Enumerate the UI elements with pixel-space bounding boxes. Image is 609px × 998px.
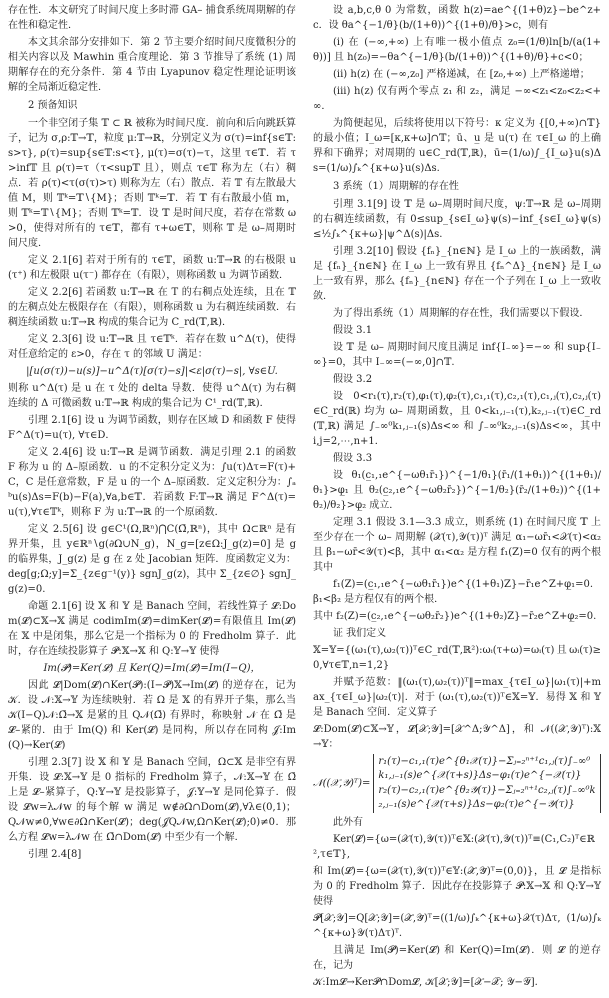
- definition-2-3-equation: |[u(σ(τ))−u(s)]−u^Δ(τ)[σ(τ)−s]|<ε|σ(τ)−s|, ∀s∈U.: [26, 366, 278, 377]
- assumption-3-2-title: 假设 3.2: [333, 374, 373, 385]
- operator-N-definition: [313, 754, 601, 813]
- notation-paragraph: 为简便起见，后续将使用以下符号：κ 定义为 {[0,+∞)∩𝕋} 的最小值；I_ω=[κ,κ+ω]∩𝕋；ū、u̲ 是 u(τ) 在 τ∈I_ω 的上确界和下确界；对周期的 u∈C_rd(𝕋,ℝ)，ū=(1/ω)∫_{I_ω}u(s)Δs=(1/ω)∫ₖ^{κ+ω}u(s)Δs.: [313, 118, 601, 174]
- lemma-3-2: 引理 3.2[10] 假设 {fₙ}_{n∈ℕ} 是 I_ω 上的一族函数，满足 {fₙ}_{n∈ℕ} 在 I_ω 上一致有界且 {fₙ^Δ}_{n∈ℕ} 是 I_ω 上一致有界，那么 {fₙ}_{n∈ℕ} 存在一个子列在 I_ω 上一致收敛．: [313, 246, 601, 302]
- operator-L-definition: 𝓛:Dom(𝓛)⊂𝕏→𝕐，𝓛[𝒳;𝒴]=[𝒳^Δ;𝒴^Δ]，和 𝒩((𝒳,𝒴)ᵀ):𝕏→𝕐：: [313, 724, 601, 750]
- definition-2-1: 定义 2.1[6] 若对于所有的 τ∈𝕋，函数 u:𝕋→ℝ 的右极限 u(τ⁺) 和左极限 u(τ⁻) 都存在（有限），则称函数 u 为调节函数．: [8, 255, 296, 281]
- proof-start: 证 我们定义: [333, 628, 387, 639]
- timescale-paragraph: 一个非空闭子集 𝕋 ⊂ ℝ 被称为时间尺度．前向和后向跳跃算子，记为 σ,ρ:𝕋→𝕋，粒度 μ:𝕋→ℝ，分别定义为 σ(τ)=inf{s∈𝕋:s>τ}, ρ(τ)=sup{s∈𝕋:s<τ}, μ(τ)=σ(τ)−τ，这里 τ∈𝕋．若 τ>inf𝕋 且 ρ(τ)=τ（τ<sup𝕋 且），则点 τ∈𝕋 称为左（右）稠点．若 ρ(τ)<τ(σ(τ)>τ) 则称为左（右）散点．若 𝕋 有左散最大值 M，则 𝕋ᵏ=𝕋∖{M}；否则 𝕋ᵏ=𝕋．若 𝕋 有右散最小值 m，则 𝕋ᵏ=𝕋∖{M}；否则 𝕋ᵏ=𝕋．设 𝕋 是时间尺度，若存在常数 ω>0，使得对所有的 τ∈𝕋，都有 τ+ω∈𝕋，则称 𝕋 是 ω–周期时间尺度．: [8, 118, 296, 249]
- definition-2-4: 定义 2.4[6] 设 u:𝕋→ℝ 是调节函数．满足引理 2.1 的函数 F 称为 u 的 Δ–原函数．u 的不定积分定义为：∫u(τ)Δτ=F(τ)+C，C 是任意常数，F 是 u 的一个 Δ–原函数．定义定积分为：∫ₐᵇu(s)Δs=F(b)−F(a),∀a,b∈𝕋．若函数 F:𝕋→ℝ 满足 F^Δ(τ)=u(τ),∀τ∈𝕋ᵏ，则称 F 为 u:𝕋→ℝ 的一个原函数．: [8, 447, 296, 518]
- lemma-2-4: 引理 2.4[8]: [28, 849, 82, 860]
- lemma-2-3: 引理 2.3[7] 设 𝕏 和 𝕐 是 Banach 空间，Ω⊂𝕏 是非空有界开集．设 𝓛:𝕏→𝕐 是 0 指标的 Fredholm 算子，𝒩:𝕏→𝕐 在 Ω̄ 上是 𝓛–紧算子，Q:𝕐→𝕐 是投影算子，𝒥:𝕐→𝕐 是同伦算子．假设 𝓛w=λ𝒩w 的每个解 w 满足 w∉∂Ω∩Dom(𝓛),∀λ∈(0,1)；Q𝒩w≠0,∀w∈∂Ω∩Ker(𝓛)；deg(𝒥Q𝒩w,Ω∩Ker(𝓛);0)≠0．那么方程 𝓛w=λ𝒩w 在 Ω̄∩Dom(𝓛) 中至少有一个解．: [8, 757, 296, 843]
- assumption-3-1: 设 𝕋 是 ω– 周期时间尺度且满足 inf{I₋∞}=−∞ 和 sup{I₋∞}=0，其中 I₋∞=(−∞,0]∩𝕋.: [313, 342, 601, 368]
- item-ii: (ii) h(z) 在 (−∞,z₀] 严格递减，在 [z₀,+∞) 上严格递增；: [333, 69, 590, 80]
- section-2-heading: 2 预备知识: [28, 100, 78, 111]
- kernel-definition: Ker(𝓛)={ω=(𝒳(τ),𝒴(τ))ᵀ∈𝕏:(𝒳(τ),𝒴(τ))ᵀ≡(C₁,C₂)ᵀ∈ℝ²,τ∈𝕋},: [313, 834, 595, 860]
- item-i: (i) 在 (−∞,+∞) 上有唯一极小值点 z₀=(1/θ)ln[b/(a(1+θ))] 且 h(z₀)=−θa^{−1/θ}(b/(1+θ))^{(1+θ)/θ}+c<0；: [313, 37, 601, 63]
- assumption-3-2: 设 0<r₁(τ),r₂(τ),φ₁(τ),φ₂(τ),c₁,₁(τ),c₂,₁(τ),c₁,ⱼ(τ),c₂,ⱼ(τ)∈C_rd(ℝ) 均为 ω– 周期函数，且 0<k₁,ⱼ₋₁(τ),k₂,ⱼ₋₁(τ)∈C_rd(𝕋,ℝ) 满足 ∫₋∞⁰k₁,ⱼ₋₁(s)Δs<∞ 和 ∫₋∞⁰k₂,ⱼ₋₁(s)Δs<∞，其中 i,j=2,⋯,n+1．: [313, 391, 601, 447]
- satisfy-paragraph: 且满足 Im(𝓟)=Ker(𝓛) 和 Ker(Q)=Im(𝓛)．则 𝓛 的逆存在，记为: [313, 945, 601, 971]
- image-definition: 和 Im(𝓛)={ω=(𝒳(τ),𝒴(τ))ᵀ∈𝕐:(𝒳̄,𝒴̄)ᵀ=(0,0)}，且 𝓛 是指标为 0 的 Fredholm 算子．因此存在投影算子 𝓟:𝕏→𝕏 和 Q:𝕐→𝕐 使得: [313, 866, 601, 907]
- lemma-2-1: 引理 2.1[6] 设 u 为调节函数，则存在区域 D 和函数 F 使得 F^Δ(τ)=u(τ), ∀τ∈D．: [8, 415, 296, 441]
- proposition-2-1: 命题 2.1[6] 设 𝕏 和 𝕐 是 Banach 空间，若线性算子 𝓛:Dom(𝓛)⊂𝕏→𝕏 满足 codimIm(𝓛)=dimKer(𝓛)=有限值且 Im(𝓛) 在 𝕏 中是闭集，那么它是一个指标为 0 的 Fredholm 算子．此时，存在连续投影算子 𝓟:𝕏→𝕏 和 Q:𝕐→𝕐 使得: [8, 601, 296, 657]
- operator-N-matrix: [373, 754, 601, 813]
- projection-definition: 𝓟[𝒳;𝒴]=Q[𝒳;𝒴]=(𝒳̄,𝒴̄)ᵀ=((1/ω)∫ₖ^{κ+ω}𝒳(τ)Δτ, (1/ω)∫ₖ^{κ+ω}𝒴(τ)Δτ)ᵀ.: [313, 913, 601, 939]
- theorem-3-1: 定理 3.1 假设 3.1—3.3 成立，则系统 (1) 在时间尺度 𝕋 上至少存在一个 ω– 周期解 (𝒳(τ),𝒴(τ))ᵀ 满足 α₁−ωr̄₁<𝒳(τ)<α₂ 且 β₁−ωr̄<𝒴(τ)<β，其中 α₁<α₂ 是方程 f₁(Z)=0 仅有的两个根其中: [313, 517, 601, 573]
- definition-2-2: 定义 2.2[6] 若函数 u:𝕋→ℝ 在 T 的右稠点处连续，且在 𝕋 的左稠点处左极限存在（有限），则称函数 u 为右稠连续函数．右稠连续函数 u:𝕋→ℝ 构成的集合记为 C_rd(𝕋,ℝ)．: [8, 287, 296, 328]
- theorem-3-1-f1: f₁(Z)=(c̲₁,₁e^{−ωθ₁r̄₁})e^{(1+θ₁)Z}−r̄₁e^Z+φ̲₁=0. β₁<β₂ 是方程仅有的两个根．: [313, 579, 594, 605]
- intro-end-paragraph: 存在性．本文研究了时间尺度上多时滞 GA– 捕食系统周期解的存在性和稳定性．: [8, 5, 296, 31]
- norm-definition: 并赋予范数：‖(ω₁(τ),ω₂(τ))ᵀ‖=max_{τ∈I_ω}|ω₁(τ)|+max_{τ∈I_ω}|ω₂(τ)|．对于 (ω₁(τ),ω₂(τ))ᵀ∈𝕏=𝕐．易得 𝕏 和 𝕐 是 Banach 空间．定义算子: [313, 677, 601, 718]
- therefore-paragraph: 因此 𝓛|Dom(𝓛)∩Ker(𝓟):(I−𝓟)𝕏→Im(𝓛) 的逆存在，记为 𝒦．设 𝒩:𝕏→𝕐 为连续映射．若 Ω 是 𝕏 的有界开子集，那么当 𝒦(I−Q)𝒩:Ω̄→𝕏 是紧的且 Q𝒩(Ω̄) 有界时，称映射 𝒩 在 Ω̄ 是 𝓛–紧的．由于 Im(Q) 和 Ker(𝓛) 是同构，所以存在同构 𝒥:Im(Q)→Ker(𝓛): [8, 680, 296, 751]
- proposition-2-1-equation: Im(𝓟)=Ker(𝓛) 且 Ker(Q)=Im(𝓛)=Im(I−Q)，: [43, 663, 261, 674]
- operator-N-row-2: r₂(τ)−c₂,₁(τ)e^{θ₂𝒴(τ)}−Σⱼ₌₂ⁿ⁺¹c₂,ⱼ(τ)∫₋∞⁰k₂,ⱼ₋₁(s)e^{𝒳(τ+s)}Δs−φ₂(τ)e^{−𝒴(τ)}: [378, 785, 596, 810]
- definition-2-5: 定义 2.5[6] 设 g∈C¹(Ω,ℝⁿ)⋂C(Ω̄,ℝⁿ)，其中 Ω⊂ℝⁿ 是有界开集，且 y∈ℝⁿ∖g(∂Ω∪N_g)，N_g=[z∈Ω:J_g(z)=0] 是 g 的临界集，J_g(z) 是 g 在 z 处 Jacobian 矩阵．度函数定义为：deg[g;Ω;y]=Σ_{z∈g⁻¹(y)} sgnJ_g(z)，其中 Σ_{z∈∅} sgnJ_g(z)=0.: [8, 524, 296, 595]
- assumption-3-3: 设 θ₁(c̲₁,₁e^{−ωθ₁r̄₁})^{−1/θ₁}(r̄₁/(1+θ₁))^{(1+θ₁)/θ₁}>φ̲₁ 且 θ₂(c̲₂,₁e^{−ωθ₂r̄₂})^{−1/θ₂}(r̄₂/(1+θ₂))^{(1+θ₂)/θ₂}>φ̲₂ 成立．: [313, 470, 601, 511]
- function-h-paragraph: 设 a,b,c,θ 0 为常数，函数 h(z)=ae^{(1+θ)z}−be^z+c．设 θa^{−1/θ}(b/(1+θ))^{(1+θ)/θ}>c，则有: [313, 5, 601, 31]
- lemma-3-1: 引理 3.1[9] 设 𝕋 是 ω–周期时间尺度，ψ:𝕋→ℝ 是 ω–周期的右稠连续函数，有 0≤sup_{s∈I_ω}ψ(s)−inf_{s∈I_ω}ψ(s)≤½∫ₖ^{κ+ω}|ψ^Δ(s)|Δs.: [313, 199, 601, 240]
- right-column: [313, 3, 601, 992]
- assumption-3-1-title: 假设 3.1: [333, 325, 373, 336]
- assumption-3-3-title: 假设 3.3: [333, 453, 373, 464]
- operator-N-label: 𝒩((𝒳,𝒴)ᵀ)=: [313, 778, 371, 789]
- operator-K-definition: 𝒦:Im𝓛→Ker𝓟∩Dom𝓛, 𝒦[𝒳;𝒴]=[𝒳̇−𝒳̇̄; 𝒴̇−𝒴̇̄].: [313, 977, 538, 988]
- definition-2-3-rest: 则称 u^Δ(τ) 是 u 在 τ 处的 delta 导数．使得 u^Δ(τ) 为右稠连续的 Δ 可微函数 u:𝕋→ℝ 构成的集合记为 C¹_rd(𝕋,ℝ)．: [8, 383, 296, 409]
- space-definition: 𝕏=𝕐={(ω₁(τ),ω₂(τ))ᵀ∈C_rd(𝕋,ℝ²):ωᵢ(τ+ω)=ωᵢ(τ)且ωᵢ(τ)≥0,∀τ∈𝕋,n=1,2}: [313, 645, 601, 671]
- item-iii: (iii) h(z) 仅有两个零点 z₁ 和 z₂，满足 −∞<z₁<z₀<z₂<+∞．: [313, 86, 601, 112]
- theorem-3-1-f2: 其中 f₂(Z)=(c̲₂,₁e^{−ωθ₂r̄₂})e^{(1+θ₂)Z}−r̄₂e^Z+φ̲₂=0.: [313, 611, 597, 622]
- besides-label: 此外有: [333, 817, 363, 828]
- section-3-heading: 3 系统（1）周期解的存在性: [333, 181, 459, 192]
- left-column: [8, 3, 296, 992]
- need-paragraph: 为了得出系统（1）周期解的存在性，我们需要以下假设．: [333, 308, 590, 319]
- outline-paragraph: 本文其余部分安排如下．第 2 节主要介绍时间尺度微积分的相关内容以及 Mawhin 重合度理论．第 3 节推导了系统 (1) 周期解存在的充分条件．第 4 节由 Lyapunov 稳定性理论证明该解的全局渐近稳定性．: [8, 37, 296, 93]
- operator-N-row-1: r₁(τ)−c₁,₁(τ)e^{θ₁𝒳(τ)}−Σⱼ₌₂ⁿ⁺¹c₁,ⱼ(τ)∫₋∞⁰k₁,ⱼ₋₁(s)e^{𝒳(τ+s)}Δs−φ₁(τ)e^{−𝒳(τ)}: [378, 756, 591, 781]
- definition-2-3: 定义 2.3[6] 设 u:𝕋→ℝ 且 τ∈𝕋ᵏ．若存在数 u^Δ(τ)，使得对任意给定的 ε>0，存在 τ 的邻域 U 满足：: [8, 334, 296, 360]
